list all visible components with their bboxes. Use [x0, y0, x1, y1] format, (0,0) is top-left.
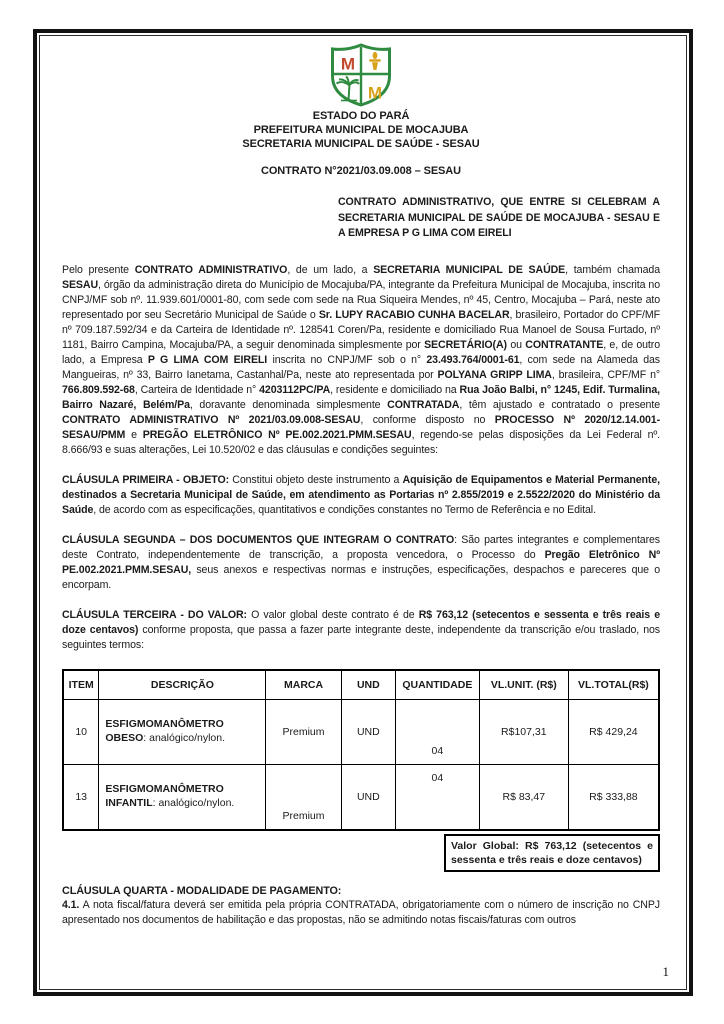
letterhead-municipality: PREFEITURA MUNICIPAL DE MOCAJUBA — [253, 124, 469, 136]
page-border-frame — [33, 29, 693, 996]
page-number: 1 — [662, 964, 669, 979]
letterhead-state: ESTADO DO PARÁ — [312, 110, 410, 122]
municipal-crest-icon — [328, 43, 394, 107]
crest-letter-top-left: M — [340, 54, 356, 74]
col-header-vl-unit: VL.UNIT. (R$) — [479, 670, 568, 700]
items-table-header-row — [63, 670, 659, 700]
crest-letter-bottom-right: M — [367, 83, 383, 103]
clause-quarta-heading: CLÁUSULA QUARTA - MODALIDADE DE PAGAMENTO: — [62, 884, 342, 897]
cell-quantidade: 04 — [396, 764, 480, 830]
col-header-vl-total: VL.TOTAL(R$) — [568, 670, 659, 700]
cell-marca: Premium — [266, 699, 341, 764]
clause-primeira: CLÁUSULA PRIMEIRA - OBJETO: Constitui objeto deste instrumento a Aquisição de Equipamentos e Material Permanente, destinados a Secretaria Municipal de Saúde, em atendimento as Portarias nº 2.855/2019 e 2.5522/2020 do Ministério da Saúde, de acordo com as especificações, quantitativos e condições constantes no Termo de Referência e no Edital. — [62, 473, 660, 516]
col-header-und: UND — [341, 670, 395, 700]
col-header-item: ITEM — [63, 670, 99, 700]
cell-vl-unit: R$ 83,47 — [479, 764, 568, 830]
cell-vl-unit: R$107,31 — [479, 699, 568, 764]
cell-und: UND — [341, 764, 395, 830]
clause-segunda: CLÁUSULA SEGUNDA – DOS DOCUMENTOS QUE INTEGRAM O CONTRATO: São partes integrantes e complementares deste Contrato, independentemente de transcrição, a proposta vencedora, o Processo do Pregão Eletrônico Nº PE.002.2021.PMM.SESAU, seus anexos e respectivas normas e instruções, especificações, despachos e pareceres que o encorpam. — [62, 533, 660, 591]
cell-vl-total: R$ 333,88 — [568, 764, 659, 830]
items-table — [62, 669, 660, 831]
contract-number-title: CONTRATO N°2021/03.09.008 – SESAU — [260, 165, 461, 177]
cell-descricao: ESFIGMOMANÔMETRO INFANTIL: analógico/nylon. — [99, 764, 266, 830]
cell-item: 13 — [63, 764, 99, 830]
cell-descricao: ESFIGMOMANÔMETRO OBESO: analógico/nylon. — [99, 699, 266, 764]
clause-terceira: CLÁUSULA TERCEIRA - DO VALOR: O valor global deste contrato é de R$ 763,12 (setecentos e sessenta e três reais e doze centavos) conforme proposta, que passa a fazer parte integrante deste, independente da transcrição e/ou traslado, nos seguintes termos: — [62, 608, 660, 651]
table-row — [63, 699, 659, 764]
cell-quantidade: 04 — [396, 699, 480, 764]
preamble-paragraph: Pelo presente CONTRATO ADMINISTRATIVO, de um lado, a SECRETARIA MUNICIPAL DE SAÚDE, também chamada SESAU, órgão da administração direta do Município de Mocajuba/PA, integrante da Prefeitura Municipal de Mocajuba, inscrita no CNPJ/MF sob nº. 11.939.601/0001-80, com sede com sede na Rua Siqueira Mendes, nº 45, Centro, Mocajuba – Pará, neste ato representado por seu Secretário Municipal de Saúde o Sr. LUPY RACABIO CUNHA BACELAR, brasileiro, Portador do CPF/MF nº 709.187.592/34 e da Carteira de Identidade nº. 128541 Coren/Pa, residente e domiciliado Rua Manoel de Sousa Furtado, nº 1181, Bairro Campina, Mocajuba/PA, a seguir denominada simplesmente por SECRETÁRIO(A) ou CONTRATANTE, e, de outro lado, a Empresa P G LIMA COM EIRELI inscrita no CNPJ/MF sob o n° 23.493.764/0001-61, com sede na Alameda das Mangueiras, nº 33, Bairro Ianetama, Castanhal/Pa, neste ato representada por POLYANA GRIPP LIMA, brasileira, CPF/MF n° 766.809.592-68, Carteira de Identidade n° 4203112PC/PA, residente e domiciliado na Rua João Balbi, n° 1245, Edif. Turmalina, Bairro Nazaré, Belém/Pa, doravante denominada simplesmente CONTRATADA, têm ajustado e contratado o presente CONTRATO ADMINISTRATIVO Nº 2021/03.09.008-SESAU, conforme disposto no PROCESSO Nº 2020/12.14.001-SESAU/PMM e PREGÃO ELETRÔNICO Nº PE.002.2021.PMM.SESAU, regendo-se pelas disposições da Lei Federal nº. 8.666/93 e suas alterações, Lei 10.520/02 e das cláusulas e condições seguintes: — [62, 263, 661, 456]
page-content-area — [39, 35, 687, 990]
table-row — [63, 764, 659, 830]
contract-epigraph: CONTRATO ADMINISTRATIVO, QUE ENTRE SI CELEBRAM A SECRETARIA MUNICIPAL DE SAÚDE DE MOCAJUBA - SESAU E A EMPRESA P G LIMA COM EIRELI — [338, 196, 660, 239]
col-header-quantidade: QUANTIDADE — [396, 670, 480, 700]
cell-marca: Premium — [266, 764, 341, 830]
col-header-descricao: DESCRIÇÃO — [99, 670, 266, 700]
cell-und: UND — [341, 699, 395, 764]
col-header-marca: MARCA — [266, 670, 341, 700]
valor-global-box: Valor Global: R$ 763,12 (setecentos e sessenta e três reais e doze centavos) — [444, 834, 660, 872]
letterhead-department: SECRETARIA MUNICIPAL DE SAÚDE - SESAU — [242, 138, 480, 150]
cell-vl-total: R$ 429,24 — [568, 699, 659, 764]
cell-item: 10 — [63, 699, 99, 764]
clause-quarta-item-4-1: 4.1. A nota fiscal/fatura deverá ser emitida pela própria CONTRATADA, obrigatoriamente com o número de inscrição no CNPJ apresentado nos documentos de habilitação e das propostas, não se admitindo notas fiscais/faturas com outros — [62, 898, 660, 926]
